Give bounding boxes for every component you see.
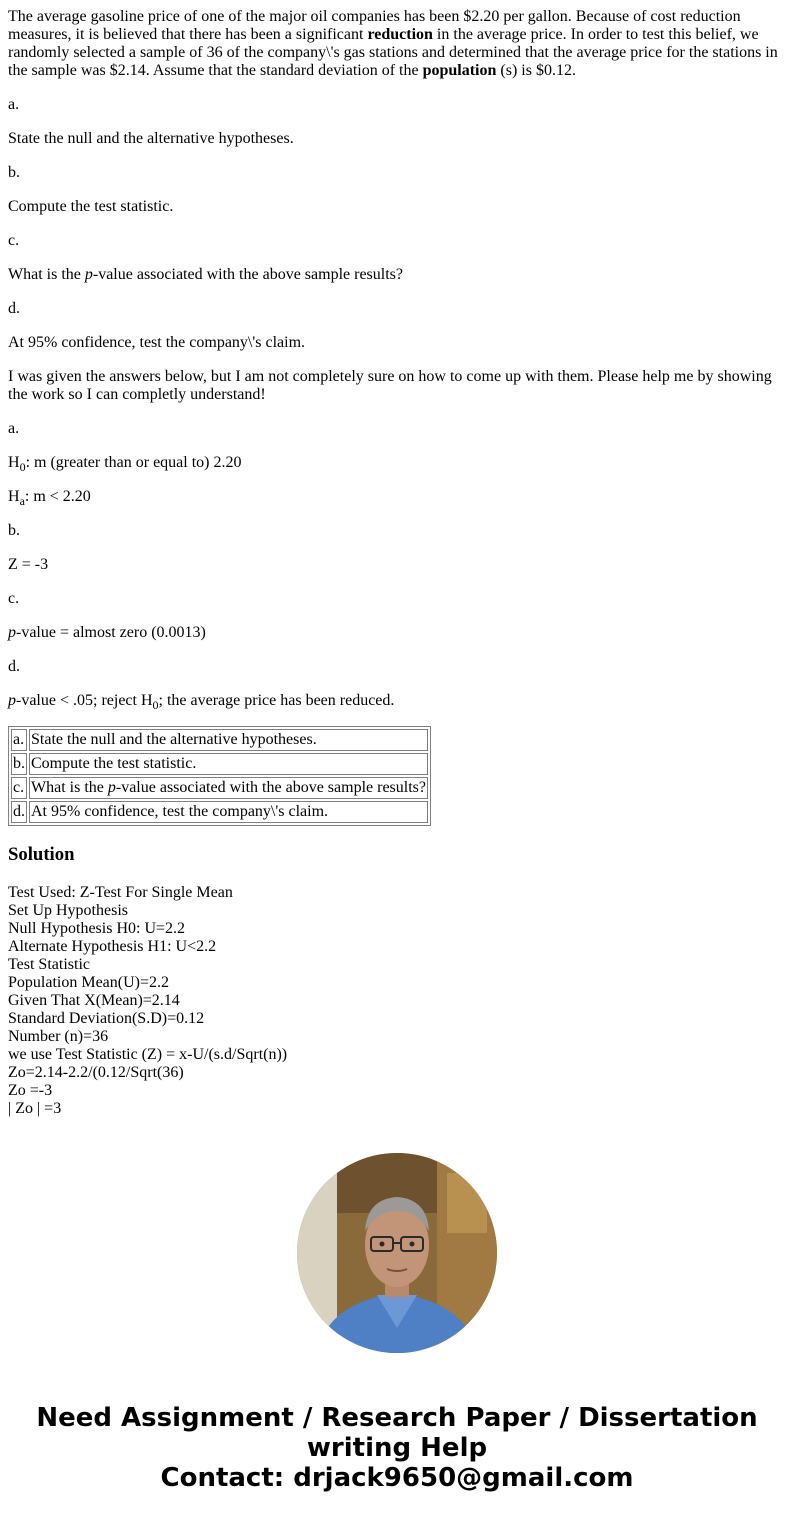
banner-contact: Contact: drjack9650@gmail.com [160, 1463, 634, 1493]
table-cell-text [29, 777, 428, 799]
table-cell-letter: c. [11, 777, 27, 799]
table-row [11, 801, 428, 823]
author-photo [297, 1153, 497, 1353]
p-italic: p [8, 624, 16, 641]
intro-bold-reduction: reduction [367, 26, 433, 43]
part-a-letter: a. [8, 96, 20, 113]
intro-text-3: (s) is $0.12. [496, 62, 576, 79]
part-b-letter: b. [8, 164, 20, 181]
parts-table [8, 726, 431, 826]
answer-p-value [8, 624, 786, 642]
answer-b-letter: b. [8, 522, 20, 539]
answer-a-letter: a. [8, 420, 20, 437]
solution-line: Set Up Hypothesis [8, 902, 128, 919]
part-c-post: -value associated with the above sample results? [92, 266, 403, 283]
author-avatar [297, 1153, 497, 1353]
table-cell-text: Compute the test statistic. [29, 753, 428, 775]
table-cell-text: At 95% confidence, test the company\'s claim. [29, 801, 428, 823]
part-c-italic: p [84, 266, 93, 283]
solution-heading: Solution [8, 844, 75, 865]
solution-line: Zo =-3 [8, 1082, 53, 1099]
solution-line: Alternate Hypothesis H1: U<2.2 [8, 938, 217, 955]
solution-line: Standard Deviation(S.D)=0.12 [8, 1010, 205, 1027]
p-text: -value = almost zero (0.0013) [16, 624, 206, 641]
answer-d-conclusion [8, 692, 786, 713]
d-italic: p [8, 692, 16, 709]
solution-line: we use Test Statistic (Z) = x-U/(s.d/Sqrt(n)) [8, 1046, 288, 1063]
part-d-letter: d. [8, 300, 20, 317]
h0-sub: 0 [19, 460, 26, 475]
part-c-text [8, 266, 786, 284]
d-sub: 0 [152, 698, 159, 713]
part-a-text: State the null and the alternative hypotheses. [8, 130, 294, 147]
d-post: ; the average price has been reduced. [158, 692, 395, 709]
solution-line: Zo=2.14-2.2/(0.12/Sqrt(36) [8, 1064, 184, 1081]
ha-prefix: H [8, 488, 20, 505]
solution-line: Null Hypothesis H0: U=2.2 [8, 920, 186, 937]
student-note: I was given the answers below, but I am not completely sure on how to come up with them. Please help me by showing the work so I can completly understand! [8, 368, 772, 403]
ha-sub: a [19, 494, 25, 509]
h0-text: : m (greater than or equal to) 2.20 [25, 454, 242, 471]
table-cell-letter: d. [11, 801, 27, 823]
intro-bold-population: population [422, 62, 497, 79]
d-pre: -value < .05; reject H [16, 692, 153, 709]
table-row [11, 753, 428, 775]
table-cell-text: State the null and the alternative hypotheses. [29, 729, 428, 751]
answer-h0 [8, 454, 786, 475]
answer-z: Z = -3 [8, 556, 49, 573]
part-c-letter: c. [8, 232, 20, 249]
table-c-post: -value associated with the above sample results? [115, 779, 426, 796]
h0-prefix: H [8, 454, 20, 471]
part-b-text: Compute the test statistic. [8, 198, 174, 215]
intro-text-1: The average gasoline price of one of the major oil companies has been $2.20 per gallon. Because of cost reduction measures, it is believed that there has been a significant [8, 8, 741, 43]
banner-line: writing Help [306, 1433, 488, 1463]
table-cell-letter: b. [11, 753, 27, 775]
answer-d-letter: d. [8, 658, 20, 675]
answer-ha [8, 488, 786, 509]
intro-text-2: in the average price. In order to test this belief, we randomly selected a sample of 36 of the company\'s gas stations and determined that the average price for the stations in the sample was $2.14. Assume that the standard deviation of the [8, 26, 778, 79]
solution-line: | Zo | =3 [8, 1100, 62, 1117]
table-c-pre: What is the [31, 779, 108, 796]
solution-line: Test Used: Z-Test For Single Mean [8, 884, 233, 901]
table-c-italic: p [107, 779, 116, 796]
part-c-pre: What is the [8, 266, 85, 283]
solution-line: Number (n)=36 [8, 1028, 109, 1045]
table-cell-letter: a. [11, 729, 27, 751]
question-intro [8, 8, 786, 80]
promo-banner [0, 1403, 794, 1493]
solution-line: Test Statistic [8, 956, 90, 973]
part-d-text: At 95% confidence, test the company\'s claim. [8, 334, 306, 351]
solution-line: Population Mean(U)=2.2 [8, 974, 169, 991]
solution-body [8, 884, 786, 1118]
banner-line: Need Assignment / Research Paper / Dissertation [36, 1403, 758, 1433]
table-row [11, 729, 428, 751]
ha-text: : m < 2.20 [24, 488, 91, 505]
solution-line: Given That X(Mean)=2.14 [8, 992, 180, 1009]
answer-c-letter: c. [8, 590, 20, 607]
table-row [11, 777, 428, 799]
